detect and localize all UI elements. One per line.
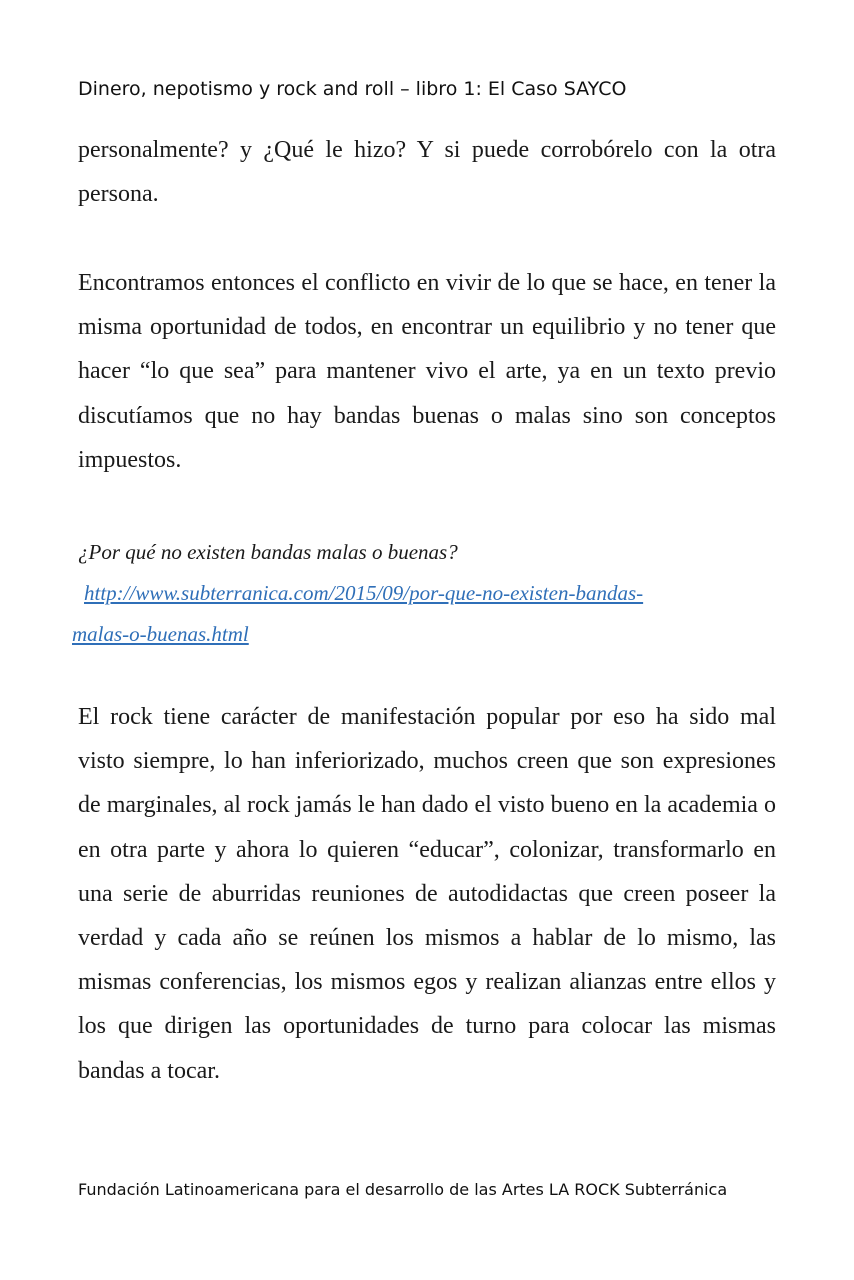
running-header: Dinero, nepotismo y rock and roll – libro 1: El Caso SAYCO bbox=[78, 78, 627, 100]
running-footer: Fundación Latinoamericana para el desarrollo de las Artes LA ROCK Subterránica bbox=[78, 1180, 728, 1199]
paragraph-conflict: Encontramos entonces el conflicto en vivir de lo que se hace, en tener la misma oportunidad de todos, en encontrar un equilibrio y no tener que hacer “lo que sea” para mantener vivo el arte, ya en un texto previo discutíamos que no hay bandas buenas o malas sino son conceptos impuestos. bbox=[78, 270, 776, 473]
paragraph-continuation: personalmente? y ¿Qué le hizo? Y si puede corrobórelo con la otra persona. bbox=[78, 137, 776, 208]
reference-title: ¿Por qué no existen bandas malas o buenas? bbox=[78, 540, 458, 564]
reference-block bbox=[72, 532, 776, 655]
reference-link-line2: malas-o-buenas.html bbox=[72, 622, 249, 646]
reference-link-line1: http://www.subterranica.com/2015/09/por-que-no-existen-bandas- bbox=[84, 581, 644, 605]
paragraph-rock-popular: El rock tiene carácter de manifestación popular por eso ha sido mal visto siempre, lo han inferiorizado, muchos creen que son expresiones de marginales, al rock jamás le han dado el visto bueno en la academia o en otra parte y ahora lo quieren “educar”, colonizar, transformarlo en una serie de aburridas reuniones de autodidactas que creen poseer la verdad y cada año se reúnen los mismos a hablar de lo mismo, las mismas conferencias, los mismos egos y realizan alianzas entre ellos y los que dirigen las oportunidades de turno para colocar las mismas bandas a tocar. bbox=[78, 704, 776, 1084]
reference-link[interactable] bbox=[72, 581, 644, 646]
